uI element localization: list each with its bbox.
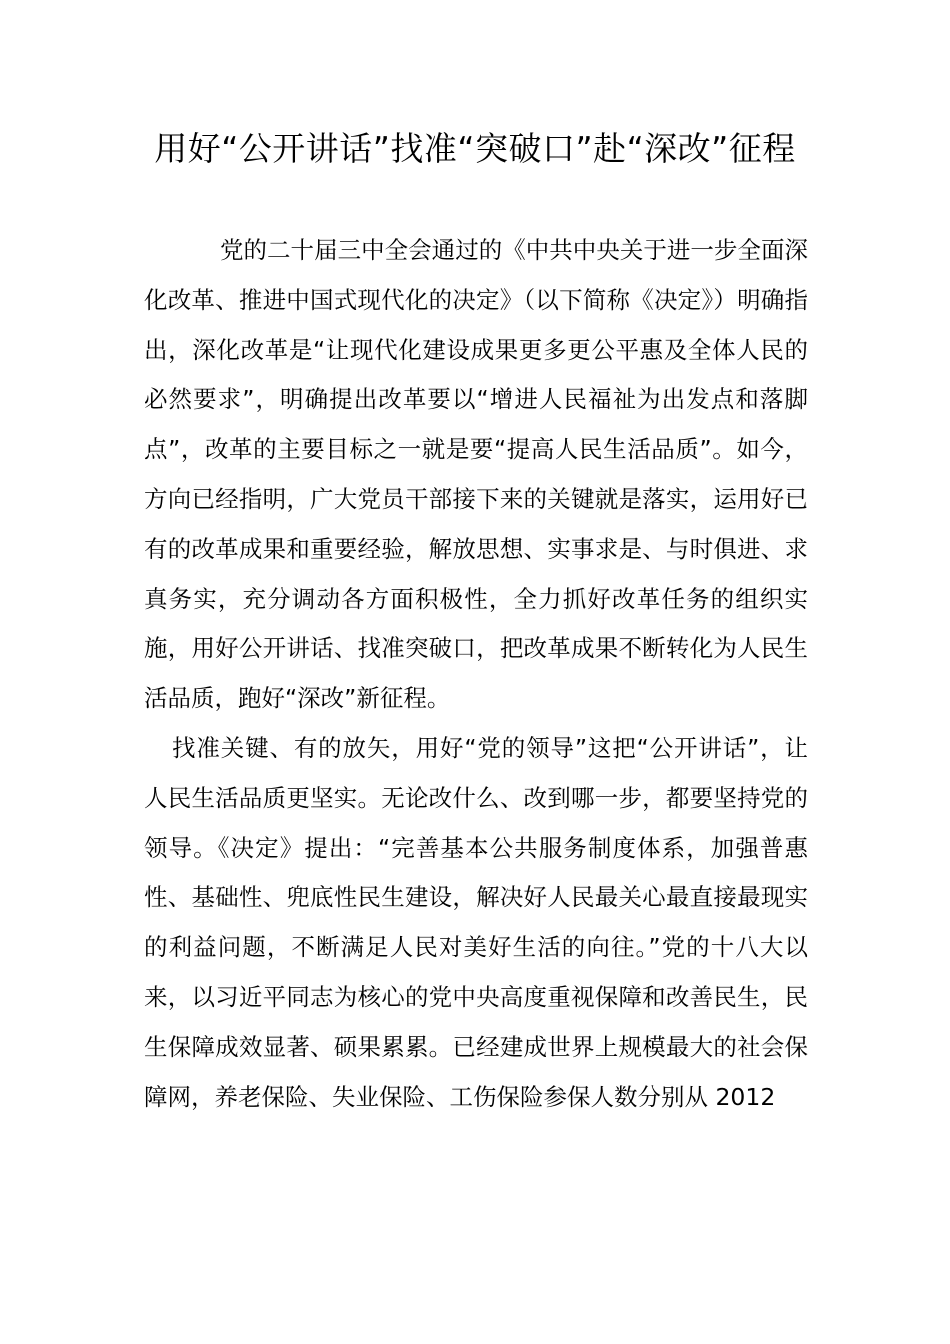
paragraph-intro: 党的二十届三中全会通过的《中共中央关于进一步全面深化改革、推进中国式现代化的决定》（以下简称《决定》）明确指出，深化改革是“让现代化建设成果更多更公平惠及全体人民的必然要求”，明确提出改革要以“增进人民福祉为出发点和落脚点”，改革的主要目标之一就是要“提高人民生活品质”。如今，方向已经指明，广大党员干部接下来的关键就是落实，运用好已有的改革成果和重要经验，解放思想、实事求是、与时俱进、求真务实，充分调动各方面积极性，全力抓好改革任务的组织实施，用好公开讲话、找准突破口，把改革成果不断转化为人民生活品质，跑好“深改”新征程。 bbox=[144, 236, 808, 713]
document-body bbox=[144, 226, 808, 1122]
paragraph-party-leadership: 找准关键、有的放矢，用好“党的领导”这把“公开讲话”，让人民生活品质更坚实。无论改什么、改到哪一步，都要坚持党的领导。《决定》提出：“完善基本公共服务制度体系，加强普惠性、基础性、兜底性民生建设，解决好人民最关心最直接最现实的利益问题，不断满足人民对美好生活的向往。”党的十八大以来，以习近平同志为核心的党中央高度重视保障和改善民生，民生保障成效显著、硕果累累。已经建成世界上规模最大的社会保障网，养老保险、失业保险、工伤保险参保人数分别从 2012 bbox=[144, 733, 808, 1111]
document-title: 用好“公开讲话”找准“突破口”赴“深改”征程 bbox=[154, 129, 796, 168]
